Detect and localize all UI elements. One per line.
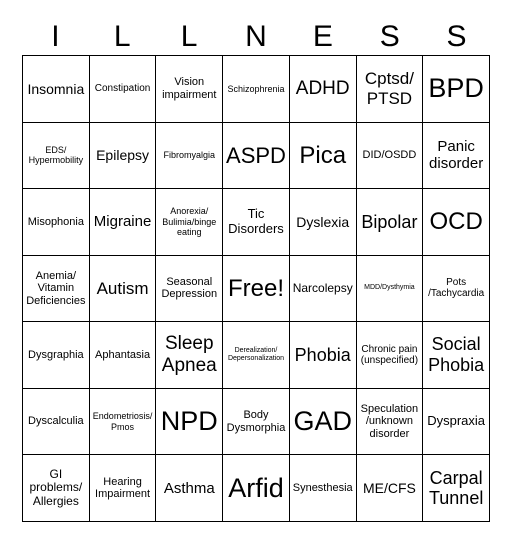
bingo-cell[interactable]: Dysgraphia [23, 322, 90, 389]
bingo-cell[interactable]: Bipolar [357, 189, 424, 256]
header-letter: L [180, 20, 198, 53]
bingo-cell[interactable]: MDD/Dysthymia [357, 256, 424, 323]
bingo-cell[interactable]: Endometriosis/ Pmos [90, 389, 157, 456]
bingo-cell[interactable]: Seasonal Depression [156, 256, 223, 323]
bingo-cell[interactable]: Social Phobia [423, 322, 490, 389]
bingo-cell[interactable]: Vision impairment [156, 56, 223, 123]
bingo-cell[interactable]: Insomnia [23, 56, 90, 123]
bingo-cell[interactable]: Asthma [156, 455, 223, 522]
bingo-cell[interactable]: Constipation [90, 56, 157, 123]
bingo-cell[interactable]: Narcolepsy [290, 256, 357, 323]
bingo-cell[interactable]: Fibromyalgia [156, 123, 223, 190]
bingo-cell[interactable]: Aphantasia [90, 322, 157, 389]
bingo-cell[interactable]: DID/OSDD [357, 123, 424, 190]
bingo-cell[interactable]: Synesthesia [290, 455, 357, 522]
bingo-cell[interactable]: BPD [423, 56, 490, 123]
bingo-cell[interactable]: Speculation /unknown disorder [357, 389, 424, 456]
bingo-grid [22, 55, 490, 522]
header-letter: L [113, 20, 131, 53]
bingo-cell[interactable]: Pots /Tachycardia [423, 256, 490, 323]
bingo-cell[interactable]: Body Dysmorphia [223, 389, 290, 456]
bingo-cell[interactable]: Autism [90, 256, 157, 323]
header-letter: S [379, 20, 400, 53]
bingo-cell[interactable]: Cptsd/ PTSD [357, 56, 424, 123]
bingo-cell[interactable]: Arfid [223, 455, 290, 522]
bingo-cell[interactable]: Migraine [90, 189, 157, 256]
bingo-cell[interactable]: Dyscalculia [23, 389, 90, 456]
bingo-cell[interactable]: Derealization/ Depersonalization [223, 322, 290, 389]
bingo-cell[interactable]: EDS/ Hypermobility [23, 123, 90, 190]
bingo-cell[interactable]: GI problems/ Allergies [23, 455, 90, 522]
bingo-cell[interactable]: Phobia [290, 322, 357, 389]
bingo-cell[interactable]: Anorexia/ Bulimia/binge eating [156, 189, 223, 256]
bingo-cell[interactable]: Pica [290, 123, 357, 190]
bingo-cell[interactable]: ME/CFS [357, 455, 424, 522]
bingo-cell[interactable]: Free! [223, 256, 290, 323]
bingo-cell[interactable]: Panic disorder [423, 123, 490, 190]
header-letter: I [51, 20, 60, 53]
bingo-cell[interactable]: GAD [290, 389, 357, 456]
bingo-cell[interactable]: Tic Disorders [223, 189, 290, 256]
bingo-cell[interactable]: Sleep Apnea [156, 322, 223, 389]
bingo-cell[interactable]: Epilepsy [90, 123, 157, 190]
bingo-cell[interactable]: Schizophrenia [223, 56, 290, 123]
bingo-cell[interactable]: Carpal Tunnel [423, 455, 490, 522]
bingo-cell[interactable]: Misophonia [23, 189, 90, 256]
header-letter: S [446, 20, 467, 53]
bingo-cell[interactable]: ASPD [223, 123, 290, 190]
bingo-cell[interactable]: Anemia/ Vitamin Deficiencies [23, 256, 90, 323]
bingo-cell[interactable]: ADHD [290, 56, 357, 123]
bingo-header [22, 18, 490, 56]
bingo-cell[interactable]: Hearing Impairment [90, 455, 157, 522]
header-letter: N [245, 20, 267, 53]
header-letter: E [312, 20, 333, 53]
bingo-cell[interactable]: Chronic pain (unspecified) [357, 322, 424, 389]
bingo-cell[interactable]: NPD [156, 389, 223, 456]
bingo-cell[interactable]: Dyslexia [290, 189, 357, 256]
bingo-cell[interactable]: OCD [423, 189, 490, 256]
bingo-cell[interactable]: Dyspraxia [423, 389, 490, 456]
